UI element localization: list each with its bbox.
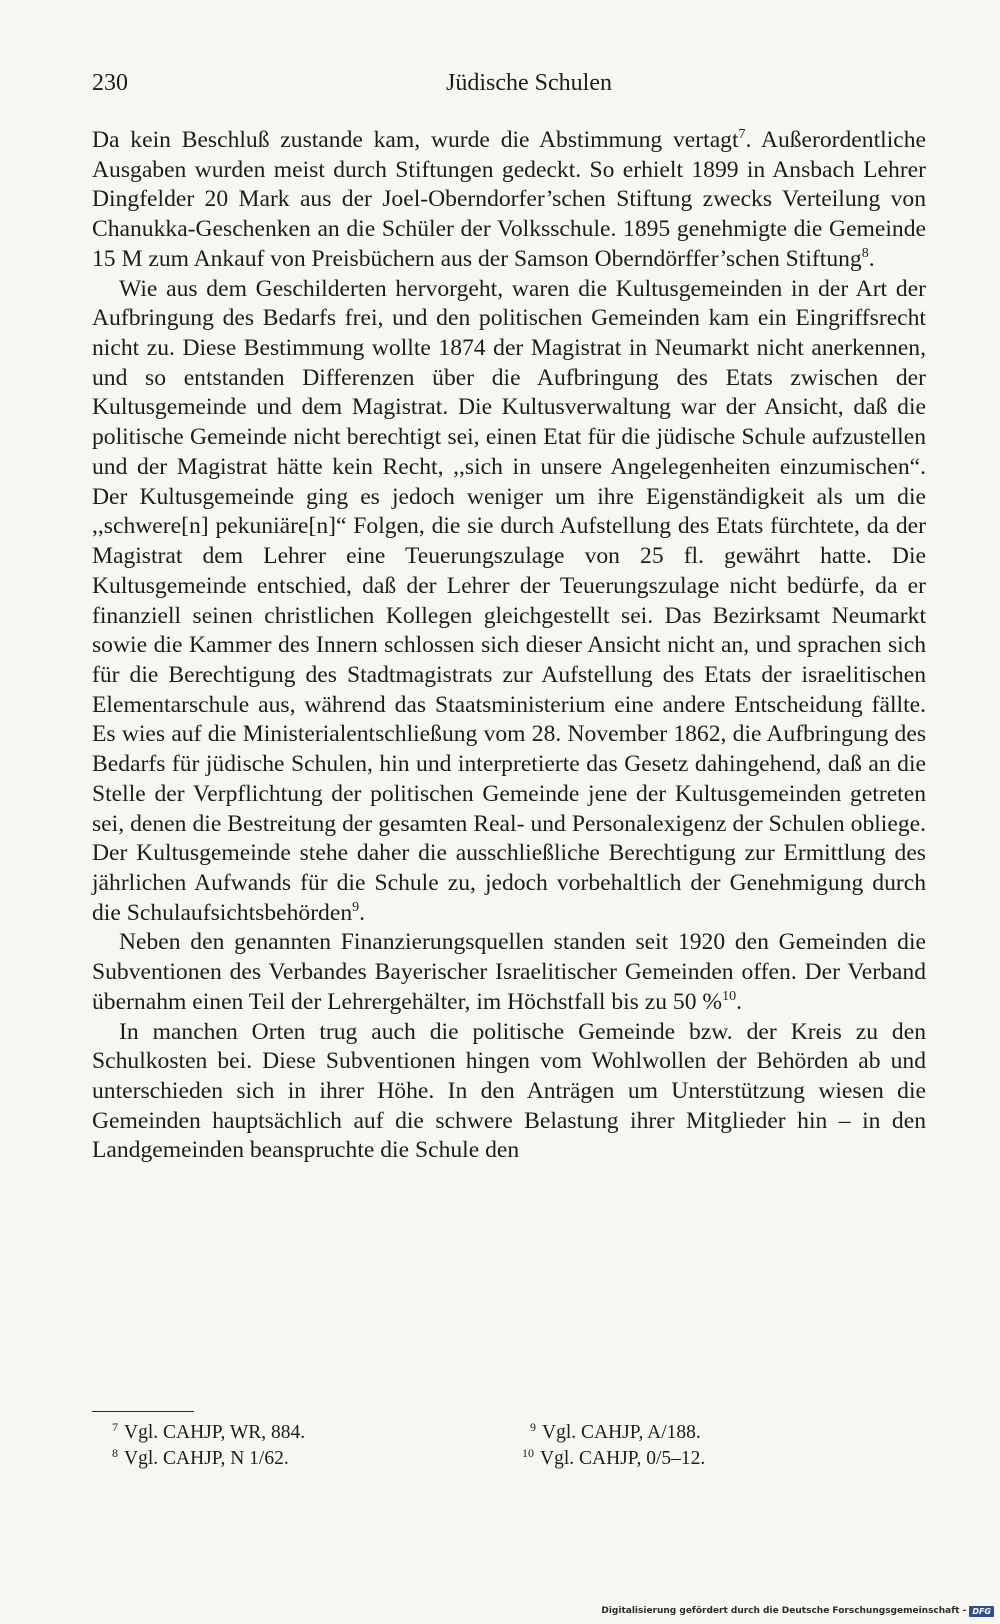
body-text <box>92 126 926 1166</box>
footnote-rule <box>92 1411 194 1412</box>
footnote-8 <box>112 1446 289 1472</box>
dfg-logo-icon: DFG <box>969 1606 994 1617</box>
footnote-ref-8[interactable]: 8 <box>861 246 869 262</box>
paragraph-1-text-a: Da kein Beschluß zustande kam, wurde die Abstimmung vertagt <box>92 127 739 153</box>
paragraph-4-text: In manchen Orten trug auch die politische Gemeinde bzw. der Kreis zu den Schulkosten bei. Diese Subventionen hingen vom Wohlwollen der Behörden ab und unterschieden sich in ihrer Höhe. In den Anträgen um Unterstützung wiesen die Gemeinden hauptsächlich auf die schwere Belastung ihrer Mitglieder hin – in den Landgemeinden beanspruchte die Schule den <box>92 1018 926 1164</box>
paragraph-3-text-a: Neben den genannten Finanzierungsquellen standen seit 1920 den Gemeinden die Subventionen des Verbandes Bayerischer Israelitischer Gemeinden offen. Der Verband übernahm einen Teil der Lehrergehälter, im Höchstfall bis zu 50 % <box>92 929 926 1015</box>
paragraph-1 <box>92 126 926 275</box>
footnote-text: Vgl. CAHJP, 0/5–12. <box>540 1448 706 1469</box>
paragraph-4 <box>92 1018 926 1167</box>
footnote-10 <box>522 1446 705 1472</box>
footnote-text: Vgl. CAHJP, N 1/62. <box>124 1448 289 1469</box>
footnote-7 <box>112 1420 305 1446</box>
footnote-ref-9[interactable]: 9 <box>352 899 360 915</box>
footnote-number: 8 <box>112 1445 118 1460</box>
footnote-number: 7 <box>112 1419 118 1434</box>
paragraph-2-text-b: . <box>359 899 366 926</box>
footnote-number: 10 <box>522 1445 534 1460</box>
footnote-ref-10[interactable]: 10 <box>722 988 737 1004</box>
credit-text: Digitalisierung gefördert durch die Deutsche Forschungsgemeinschaft - <box>601 1606 967 1616</box>
footnote-ref-7[interactable]: 7 <box>738 127 746 143</box>
footnote-9 <box>530 1420 701 1446</box>
paragraph-2 <box>92 275 926 929</box>
paragraph-3 <box>92 928 926 1017</box>
paragraph-2-text-a: Wie aus dem Geschilderten hervorgeht, waren die Kultusgemeinden in der Art der Aufbringung des Bedarfs frei, und den politischen Gemeinden kam ein Eingriffsrecht nicht zu. Diese Bestimmung wollte 1874 der Magistrat in Neumarkt nicht anerkennen, und so entstanden Differenzen über die Aufbringung des Etats zwischen der Kultusgemeinde und dem Magistrat. Die Kultusverwaltung war der Ansicht, daß die politische Gemeinde nicht berechtigt sei, einen Etat für die jüdische Schule aufzustellen und der Magistrat hätte kein Recht, ,,sich in unsere Angelegenheiten einzumischen“. Der Kultusgemeinde ging es jedoch weniger um ihre Eigenständigkeit als um die ,,schwere[n] pekuniäre[n]“ Folgen, die sie durch Aufstellung des Etats fürchtete, da der Magistrat dem Lehrer eine Teuerungszulage von 25 fl. gewährt hatte. Die Kultusgemeinde entschied, daß der Lehrer der Teuerungszulage nicht bedürfe, da er finanziell seinen christlichen Kollegen gleichgestellt sei. Das Bezirksamt Neumarkt sowie die Kammer des Innern schlossen sich dieser Ansicht nicht an, und sprachen sich für die Berechtigung des Stadtmagistrats zur Aufstellung des Etats der israelitischen Elementarschule aus, während das Staatsministerium eine andere Entscheidung fällte. Es wies auf die Ministerialentschließung vom 28. November 1862, die Aufbringung des Bedarfs für jüdische Schulen, hin und interpretierte das Gesetz dahingehend, daß an die Stelle der Verpflichtung der politischen Gemeinde jene der Kultusgemeinden getreten sei, denen die Bestreitung der gesamten Real- und Personalexigenz der Schulen obliege. Der Kultusgemeinde stehe daher die ausschließliche Berechtigung zur Ermittlung des jährlichen Aufwands für die Schule zu, jedoch vorbehaltlich der Genehmigung durch die Schulaufsichtsbehörden <box>92 275 926 926</box>
paragraph-3-text-b: . <box>736 988 742 1015</box>
paragraph-1-text-c: . <box>868 245 875 272</box>
footnote-text: Vgl. CAHJP, A/188. <box>542 1422 701 1443</box>
digitization-credit <box>601 1604 994 1618</box>
running-head <box>92 68 926 104</box>
running-title: Jüdische Schulen <box>446 70 612 96</box>
paragraph-1-text-b: . Außerordentliche Ausgaben wurden meist durch Stiftungen gedeckt. So erhielt 1899 in Ansbach Lehrer Dingfelder 20 Mark aus der Joel-Oberndorfer’schen Stiftung zwecks Verteilung von Chanukka-Geschenken an die Schüler der Volksschule. 1895 genehmigte die Gemeinde 15 M zum Ankauf von Preisbüchern aus der Samson Oberndörffer’schen Stiftung <box>92 127 926 272</box>
footnote-number: 9 <box>530 1419 536 1434</box>
footnote-text: Vgl. CAHJP, WR, 884. <box>124 1422 306 1443</box>
page-number: 230 <box>92 70 128 96</box>
